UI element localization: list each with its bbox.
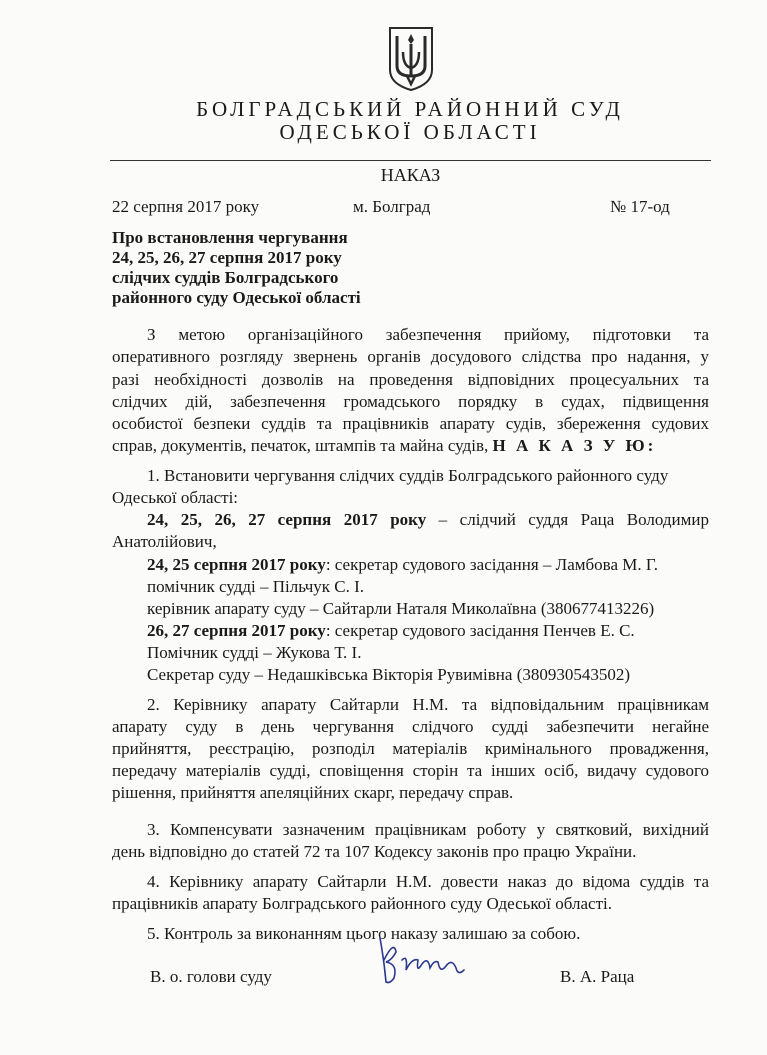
order-subject [112, 228, 361, 308]
item2-line: передачу матеріалів судді, сповіщення сторін та інших осіб, видачу судового [112, 761, 709, 780]
item5-line: 5. Контроль за виконанням цього наказу залишаю за собою. [147, 924, 581, 943]
duty-dates: 26, 27 серпня 2017 року [147, 621, 326, 640]
item1-line: Секретар суду – Недашківська Вікторія Рувимівна (380930543502) [147, 665, 631, 684]
item1-line [147, 621, 635, 641]
item4-line: 4. Керівнику апарату Сайтарли Н.М. довести наказ до відома суддів та [147, 872, 709, 891]
item1-duty-line [147, 510, 709, 530]
item1-line: помічник судді – Пільчук С. І. [147, 577, 365, 596]
preamble-line [112, 436, 656, 456]
handwritten-signature [372, 930, 472, 990]
item2-line: рішення, прийняття апеляційних скарг, передачу справ. [112, 783, 514, 802]
preamble-line: З метою організаційного забезпечення прийому, підготовки та [147, 325, 709, 344]
trident-emblem-icon [386, 26, 436, 92]
preamble-line: особистої безпеки суддів та працівників апарату судів, збереження судових [112, 414, 709, 433]
item2-line: 2. Керівнику апарату Сайтарли Н.М. та відповідальним працівникам [147, 695, 709, 714]
item3-line: день відповідно до статей 72 та 107 Кодексу законів про працю України. [112, 842, 637, 861]
item2-line: прийняття, реєстрацію, розподіл матеріалів кримінального провадження, [112, 739, 709, 758]
item1-line: Анатолійович, [112, 532, 217, 551]
item3-line: 3. Компенсувати зазначеним працівникам роботу у святковий, вихідний [147, 820, 709, 839]
item1-line [147, 555, 658, 575]
item1-line: керівник апарату суду – Сайтарли Наталя Миколаївна (380677413226) [147, 599, 655, 618]
signatory-position: В. о. голови суду [150, 967, 272, 986]
preamble-line: слідчих дій, забезпечення громадського порядку в судах, підвищення [112, 392, 709, 411]
item1-line: Помічник судді – Жукова Т. І. [147, 643, 362, 662]
subject-line: районного суду Одеської області [112, 288, 361, 307]
order-number: № 17-од [610, 197, 670, 216]
court-name-line2: ОДЕСЬКОЇ ОБЛАСТІ [279, 120, 541, 144]
subject-line: слідчих суддів Болградського [112, 268, 339, 287]
order-verb: Н А К А З У Ю: [492, 436, 657, 455]
item4-line: працівників апарату Болградського районного суду Одеської області. [112, 894, 612, 913]
preamble-line: разі необхідності дозволів на проведення відповідних процесуальних та [112, 370, 709, 389]
order-city: м. Болград [353, 197, 431, 216]
order-title: НАКАЗ [380, 165, 441, 185]
duty-staff: : секретар судового засідання Пенчев Е. С. [325, 621, 635, 640]
item1-line: 1. Встановити чергування слідчих суддів Болградського районного суду [147, 466, 669, 485]
duty-judge: – слідчий суддя Раца Володимир [426, 510, 709, 529]
item2-line: апарату суду в день чергування слідчого судді забезпечити негайне [112, 717, 709, 736]
item1-line: Одеської області: [112, 488, 239, 507]
subject-line: 24, 25, 26, 27 серпня 2017 року [112, 248, 342, 267]
preamble-text: справ, документів, печаток, штампів та майна судів, [112, 436, 489, 455]
header-divider [110, 160, 711, 161]
duty-dates: 24, 25 серпня 2017 року [147, 555, 326, 574]
court-name-line1: БОЛГРАДСЬКИЙ РАЙОННИЙ СУД [196, 97, 624, 121]
order-date: 22 серпня 2017 року [112, 197, 260, 216]
duty-staff: : секретар судового засідання – Ламбова М. Г. [325, 555, 659, 574]
duty-dates: 24, 25, 26, 27 серпня 2017 року [147, 510, 427, 529]
preamble-line: оперативного розгляду звернень органів досудового слідства про надання, у [112, 347, 709, 366]
subject-line: Про встановлення чергування [112, 228, 348, 247]
signatory-name: В. А. Раца [560, 967, 635, 986]
